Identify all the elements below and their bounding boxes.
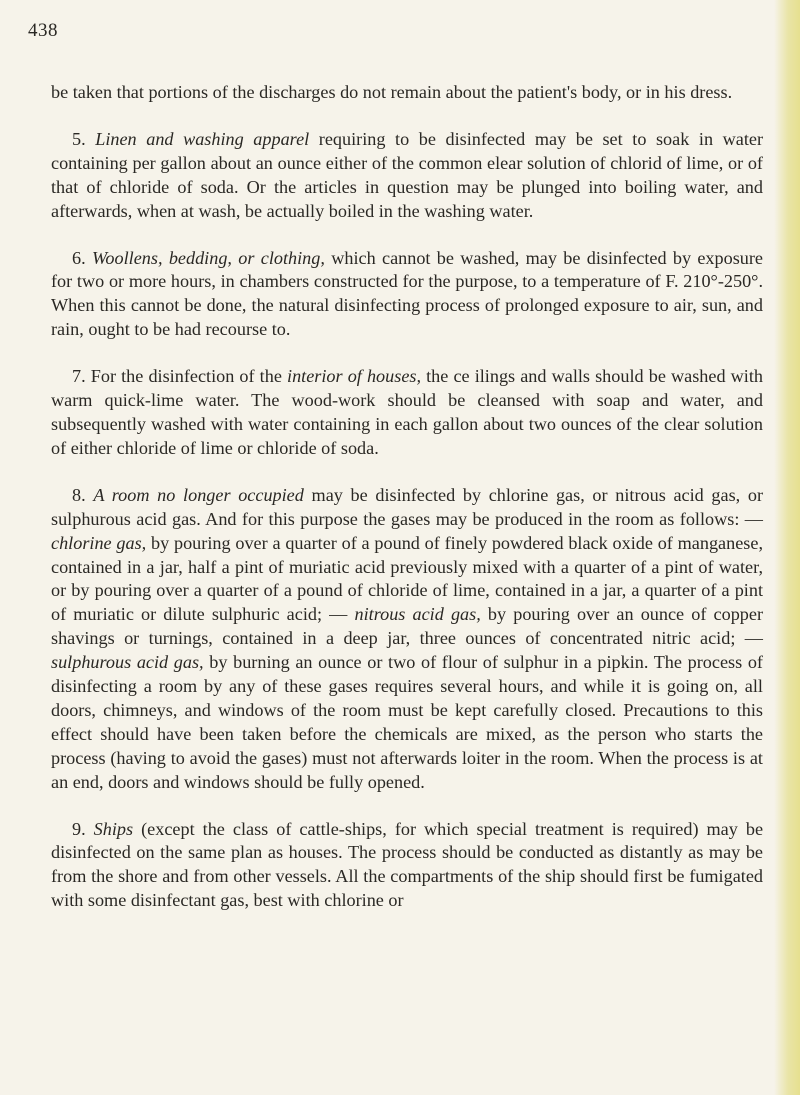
paragraph-text: by burning an ounce or two of flour of sulphur in a pipkin. The process of disinfecting a room by any of these gases requires several hours, and while it is going on, all doors, chimneys, and windows of the room must be kept carefully closed. Precautions to this effect should have been taken before the chemicals are mixed, as the person who starts the process (having to avoid the gases) must not afterwards loiter in the room. When the process is at an end, doors and windows should be fully opened. (51, 652, 763, 792)
paragraph-text: the ce ilings and walls should be washed with warm quick-lime water. The wood-work should be cleansed with soap and water, and subsequently washed with water containing in each gallon about two ounces of the clear solution of either chloride of lime or chloride of soda. (51, 366, 763, 458)
paragraph-title: Woollens, bedding, or clothing, (91, 247, 325, 268)
chlorine-gas-label: chlorine gas, (51, 532, 147, 553)
paragraph-number: 7. (72, 366, 86, 387)
paragraph-title: interior of houses, (287, 366, 422, 387)
sulphurous-acid-gas-label: sulphurous acid gas, (51, 652, 204, 673)
paragraph-number: 9. (72, 818, 86, 839)
paragraph-number: 5. (72, 128, 86, 149)
page-number: 438 (28, 20, 58, 41)
paragraph-text: by pouring over an ounce of copper shavings or turnings, contained in a deep jar, three ounces of concentrated nitric acid; — (51, 604, 764, 649)
paragraph-6-woollens (51, 247, 763, 343)
paragraph-number: 6. (72, 247, 86, 268)
paragraph-text: be taken that portions of the discharges do not remain about the patient's body, or in his dress. (51, 82, 733, 102)
paragraph-text: by pouring over a quarter of a pound of finely powdered black oxide of manganese, contained in a jar, half a pint of muriatic acid previously mixed with a quarter of a pint of water, or by pouring over a quarter of a pound of chloride of lime, contained in a jar, a quarter of a pint of muriatic or dilute sulphuric acid; — (51, 532, 763, 625)
paragraph-continuation (51, 81, 763, 105)
paragraph-lead: For the disinfection of the (90, 366, 282, 387)
paragraph-text: may be disinfected by chlorine gas, or nitrous acid gas, or sulphurous acid gas. And for this purpose the gases may be produced in the room as follows: — (51, 484, 764, 529)
nitrous-acid-gas-label: nitrous acid gas, (354, 604, 481, 625)
paragraph-title: Ships (93, 818, 134, 839)
paragraph-text: requiring to be disinfected may be set to soak in water containing per gallon about an ounce either of the common elear solution of chlorid of lime, or of that of chloride of soda. Or the articles in question may be plunged into boiling water, and afterwards, when at wash, be actually boiled in the washing water. (51, 128, 764, 221)
page-body (51, 81, 763, 913)
paragraph-text: (except the class of cattle-ships, for which special treatment is required) may be disinfected on the same plan as houses. The process should be conducted as distantly as may be from the shore and from other vessels. All the compartments of the ship should first be fumigated with some disinfectant gas, best with chlorine or (51, 818, 764, 911)
paragraph-5-linen (51, 128, 763, 224)
paragraph-text: which cannot be washed, may be disinfected by exposure for two or more hours, in chambers constructed for the purpose, to a temperature of F. 210°-250°. When this cannot be done, the natural disinfecting process of prolonged exposure to air, sun, and rain, ought to be had recourse to. (51, 247, 764, 340)
paragraph-title: A room no longer occupied (93, 484, 304, 505)
page-edge-tint (774, 0, 800, 1095)
paragraph-7-interior-of-houses (51, 365, 763, 461)
paragraph-9-ships (51, 818, 763, 914)
paragraph-8-room (51, 484, 763, 795)
paragraph-number: 8. (72, 484, 86, 505)
paragraph-title: Linen and washing apparel (95, 128, 310, 149)
